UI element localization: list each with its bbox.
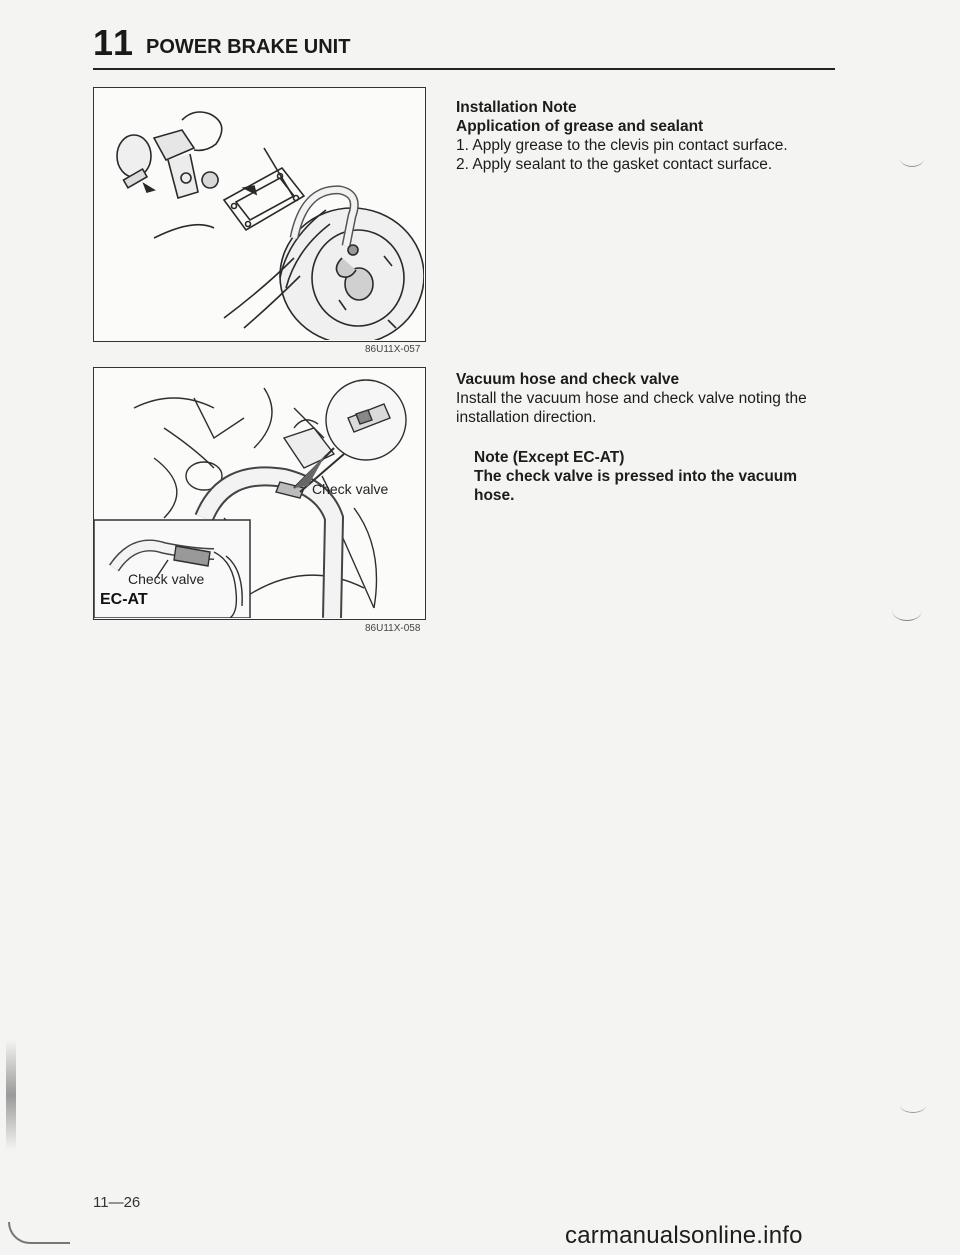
chapter-number: 11 [93, 22, 136, 63]
figure-code: 86U11X-058 [365, 623, 421, 634]
figure-code: 86U11X-057 [365, 344, 421, 355]
note-text: The check valve is pressed into the vacuum [474, 468, 798, 485]
section-subheading: Application of grease and sealant [456, 118, 704, 135]
scan-mark [892, 600, 922, 621]
scan-mark [900, 1098, 926, 1113]
body-text: Install the vacuum hose and check valve noting the [456, 390, 807, 407]
note-block [474, 448, 854, 505]
figure-booster-grease-sealant [93, 87, 426, 342]
note-title: Note (Except EC-AT) [474, 449, 625, 466]
page-number: 11—26 [93, 1194, 141, 1211]
inset-ec-at-label: EC-AT [100, 591, 148, 608]
figure-check-valve [93, 367, 426, 620]
watermark: carmanualsonline.info [565, 1222, 803, 1249]
check-valve-callout: Check valve [312, 481, 389, 497]
body-text: installation direction. [456, 409, 597, 426]
booster-illustration [94, 88, 424, 340]
scan-mark [6, 1040, 16, 1150]
vacuum-hose-section [456, 370, 846, 427]
step-item: 1. Apply grease to the clevis pin contact surface. [456, 137, 788, 154]
section-heading: Vacuum hose and check valve [456, 371, 680, 388]
inset-check-valve-callout: Check valve [128, 571, 205, 587]
section-heading: Installation Note [456, 99, 577, 116]
note-text: hose. [474, 487, 515, 504]
installation-note-section [456, 98, 846, 174]
step-item: 2. Apply sealant to the gasket contact surface. [456, 156, 773, 173]
chapter-title: POWER BRAKE UNIT [146, 36, 351, 58]
scan-mark [900, 150, 924, 167]
scan-mark [8, 1222, 70, 1244]
header-rule [93, 68, 835, 70]
check-valve-illustration [94, 368, 424, 618]
